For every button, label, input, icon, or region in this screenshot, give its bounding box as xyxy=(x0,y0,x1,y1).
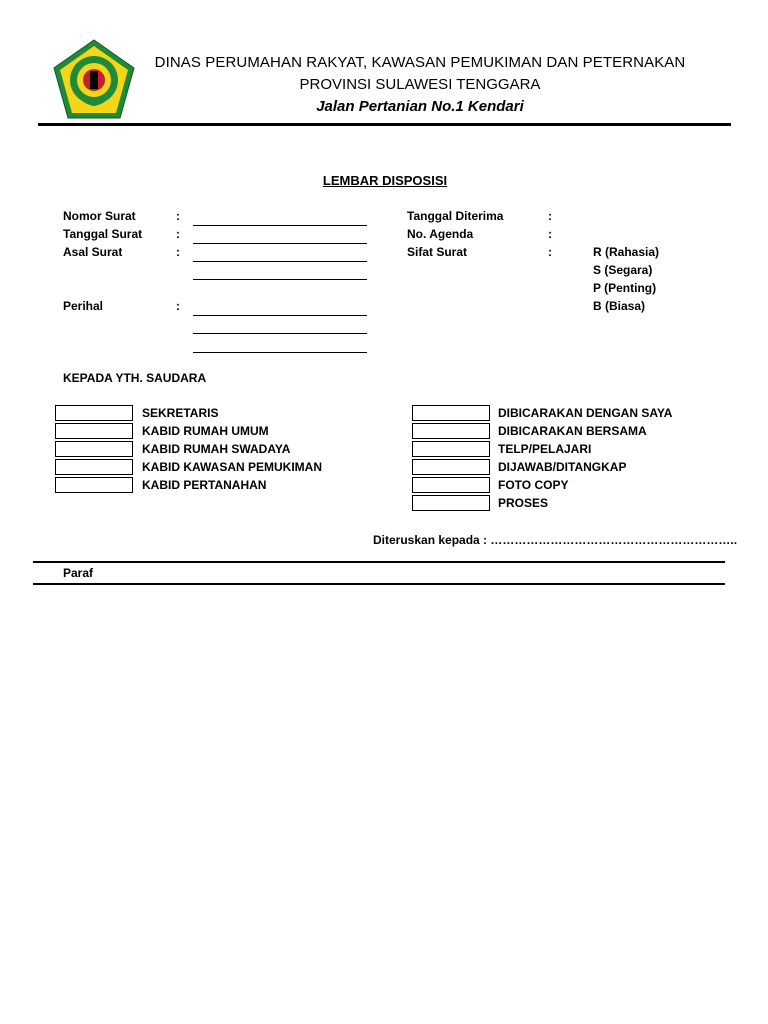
field-label-no-agenda: No. Agenda xyxy=(407,227,474,241)
field-label-asal-surat: Asal Surat xyxy=(63,245,123,259)
field-label-sifat-surat: Sifat Surat xyxy=(407,245,468,259)
sifat-option-segara[interactable]: S (Segara) xyxy=(593,263,653,277)
sifat-option-penting[interactable]: P (Penting) xyxy=(593,281,657,295)
instruction-label: DIBICARAKAN DENGAN SAYA xyxy=(498,406,673,420)
instruction-checkbox[interactable] xyxy=(412,441,490,457)
perihal-field[interactable] xyxy=(193,315,367,316)
field-sep: : xyxy=(176,299,180,313)
instruction-checkbox[interactable] xyxy=(412,495,490,511)
province-name: PROVINSI SULAWESI TENGGARA xyxy=(299,76,541,93)
instruction-label: TELP/PELAJARI xyxy=(498,442,592,456)
recipient-checkbox[interactable] xyxy=(55,423,133,439)
agency-name: DINAS PERUMAHAN RAKYAT, KAWASAN PEMUKIMAN DAN PETERNAKAN xyxy=(154,54,686,71)
divider xyxy=(33,561,725,563)
instruction-checkbox[interactable] xyxy=(412,405,490,421)
recipient-label: KABID RUMAH SWADAYA xyxy=(142,442,291,456)
nomor-surat-field[interactable] xyxy=(193,225,367,226)
field-sep: : xyxy=(548,227,552,241)
header-divider xyxy=(38,123,731,126)
diteruskan-kepada: Diteruskan kepada : …………………………………………………….. xyxy=(373,533,738,547)
field-label-nomor-surat: Nomor Surat xyxy=(63,209,136,223)
instruction-checkbox[interactable] xyxy=(412,423,490,439)
instruction-label: PROSES xyxy=(498,496,549,510)
field-sep: : xyxy=(548,209,552,223)
field-sep: : xyxy=(176,245,180,259)
instruction-checkbox[interactable] xyxy=(412,477,490,493)
field-sep: : xyxy=(176,227,180,241)
instruction-label: DIBICARAKAN BERSAMA xyxy=(498,424,647,438)
recipient-checkbox[interactable] xyxy=(55,441,133,457)
recipient-label: KABID RUMAH UMUM xyxy=(142,424,269,438)
recipient-label: KABID KAWASAN PEMUKIMAN xyxy=(142,460,322,474)
perihal-field-line2[interactable] xyxy=(193,333,367,334)
kepada-heading: KEPADA YTH. SAUDARA xyxy=(63,371,207,385)
instruction-label: FOTO COPY xyxy=(498,478,569,492)
recipient-checkbox[interactable] xyxy=(55,477,133,493)
province-logo xyxy=(52,38,136,122)
tanggal-surat-field[interactable] xyxy=(193,243,367,244)
asal-surat-field-line2[interactable] xyxy=(193,279,367,280)
field-sep: : xyxy=(548,245,552,259)
recipient-checkbox[interactable] xyxy=(55,405,133,421)
sifat-option-rahasia[interactable]: R (Rahasia) xyxy=(593,245,660,259)
recipient-checkbox[interactable] xyxy=(55,459,133,475)
field-sep: : xyxy=(176,209,180,223)
agency-address: Jalan Pertanian No.1 Kendari xyxy=(316,98,524,115)
field-label-tanggal-surat: Tanggal Surat xyxy=(63,227,143,241)
instruction-checkbox[interactable] xyxy=(412,459,490,475)
divider xyxy=(33,583,725,585)
page-title: LEMBAR DISPOSISI xyxy=(322,173,448,188)
perihal-field-line3[interactable] xyxy=(193,352,367,353)
field-label-tanggal-diterima: Tanggal Diterima xyxy=(407,209,504,223)
recipient-label: KABID PERTANAHAN xyxy=(142,478,267,492)
asal-surat-field[interactable] xyxy=(193,261,367,262)
recipient-label: SEKRETARIS xyxy=(142,406,219,420)
instruction-label: DIJAWAB/DITANGKAP xyxy=(498,460,627,474)
field-label-perihal: Perihal xyxy=(63,299,104,313)
sifat-option-biasa[interactable]: B (Biasa) xyxy=(593,299,646,313)
paraf-label: Paraf xyxy=(63,566,94,580)
